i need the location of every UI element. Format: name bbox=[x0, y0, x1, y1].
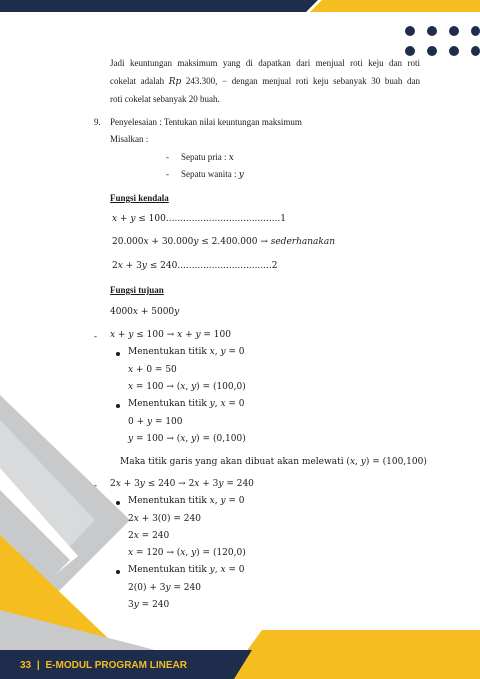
intro-line-2: cokelat adalah 𝑅𝑝 243.300, − dengan menjual roti keju sebanyak 30 buah dan bbox=[110, 76, 420, 86]
part2-b2-line2: 3𝑦 = 240 bbox=[128, 600, 170, 610]
constraint-1-expr: 𝑥 + 𝑦 ≤ 100 bbox=[112, 214, 166, 224]
problem-title: Penyelesaian : Tentukan nilai keuntungan maksimum bbox=[110, 117, 302, 127]
tujuan-heading: Fungsi tujuan bbox=[110, 285, 164, 295]
bullet-dot bbox=[116, 352, 120, 356]
part1-b2-line2: 𝑦 = 100 → (𝑥, 𝑦) = (0,100) bbox=[128, 434, 246, 444]
dot bbox=[405, 46, 415, 56]
bullet-dot bbox=[116, 501, 120, 505]
misalkan-label: Misalkan : bbox=[110, 134, 149, 144]
part2-b1-line1: 2𝑥 + 3(0) = 240 bbox=[128, 514, 201, 524]
top-gold-bar bbox=[310, 0, 480, 12]
bottom-gold-bar bbox=[226, 630, 480, 679]
top-navy-bar bbox=[0, 0, 318, 12]
var-pria: Sepatu pria : 𝑥 bbox=[181, 152, 234, 162]
dot bbox=[471, 46, 480, 56]
part1-b1-line1: 𝑥 + 0 = 50 bbox=[128, 365, 177, 375]
constraint-3 bbox=[112, 260, 277, 272]
part2-b1-line2: 2𝑥 = 240 bbox=[128, 531, 170, 541]
part1-conclusion: Maka titik garis yang akan dibuat akan melewati (𝑥, 𝑦) = (100,100) bbox=[120, 457, 427, 467]
part1-header: 𝑥 + 𝑦 ≤ 100 → 𝑥 + 𝑦 = 100 bbox=[110, 330, 231, 340]
constraint-3-dots: .................................2 bbox=[177, 261, 278, 271]
part2-b2-line1: 2(0) + 3𝑦 = 240 bbox=[128, 583, 201, 593]
constraint-1-dots: ........................................1 bbox=[165, 214, 287, 224]
var-dash: - bbox=[166, 152, 169, 162]
kendala-heading: Fungsi kendala bbox=[110, 193, 169, 203]
constraint-3-expr: 2𝑥 + 3𝑦 ≤ 240 bbox=[112, 261, 178, 271]
part1-bullet1: Menentukan titik 𝑥, 𝑦 = 0 bbox=[128, 347, 245, 357]
part1-dash: - bbox=[94, 331, 97, 341]
objective-expr: 4000𝑥 + 5000𝑦 bbox=[110, 307, 180, 317]
part2-bullet1: Menentukan titik 𝑥, 𝑦 = 0 bbox=[128, 496, 245, 506]
intro-line-3: roti cokelat sebanyak 20 buah. bbox=[110, 94, 220, 104]
problem-number: 9. bbox=[94, 117, 101, 127]
var-dash: - bbox=[166, 169, 169, 179]
part2-bullet2: Menentukan titik 𝑦, 𝑥 = 0 bbox=[128, 565, 245, 575]
dot bbox=[405, 26, 415, 36]
intro-line-1: Jadi keuntungan maksimum yang di dapatkan dari menjual roti keju dan roti bbox=[110, 58, 420, 68]
constraint-1 bbox=[112, 213, 286, 225]
dot bbox=[449, 46, 459, 56]
dot bbox=[471, 26, 480, 36]
dot bbox=[427, 26, 437, 36]
part2-dash: - bbox=[94, 480, 97, 490]
dot bbox=[449, 26, 459, 36]
part2-b1-line3: 𝑥 = 120 → (𝑥, 𝑦) = (120,0) bbox=[128, 548, 246, 558]
part1-bullet2: Menentukan titik 𝑦, 𝑥 = 0 bbox=[128, 399, 245, 409]
bullet-dot bbox=[116, 570, 120, 574]
footer bbox=[20, 660, 187, 671]
constraint-2: 20.000𝑥 + 30.000𝑦 ≤ 2.400.000 → 𝑠𝑒𝑑𝑒𝑟ℎ𝑎𝑛𝑎𝑘𝑎𝑛 bbox=[112, 237, 336, 247]
var-wanita: Sepatu wanita : 𝑦 bbox=[181, 169, 244, 179]
bullet-dot bbox=[116, 404, 120, 408]
part1-b1-line2: 𝑥 = 100 → (𝑥, 𝑦) = (100,0) bbox=[128, 382, 246, 392]
page-number: 33 bbox=[20, 660, 32, 671]
dot bbox=[427, 46, 437, 56]
footer-separator: | bbox=[36, 660, 40, 671]
footer-title: E-MODUL PROGRAM LINEAR bbox=[45, 660, 187, 671]
part1-b2-line1: 0 + 𝑦 = 100 bbox=[128, 417, 183, 427]
part2-header: 2𝑥 + 3𝑦 ≤ 240 → 2𝑥 + 3𝑦 = 240 bbox=[110, 479, 254, 489]
